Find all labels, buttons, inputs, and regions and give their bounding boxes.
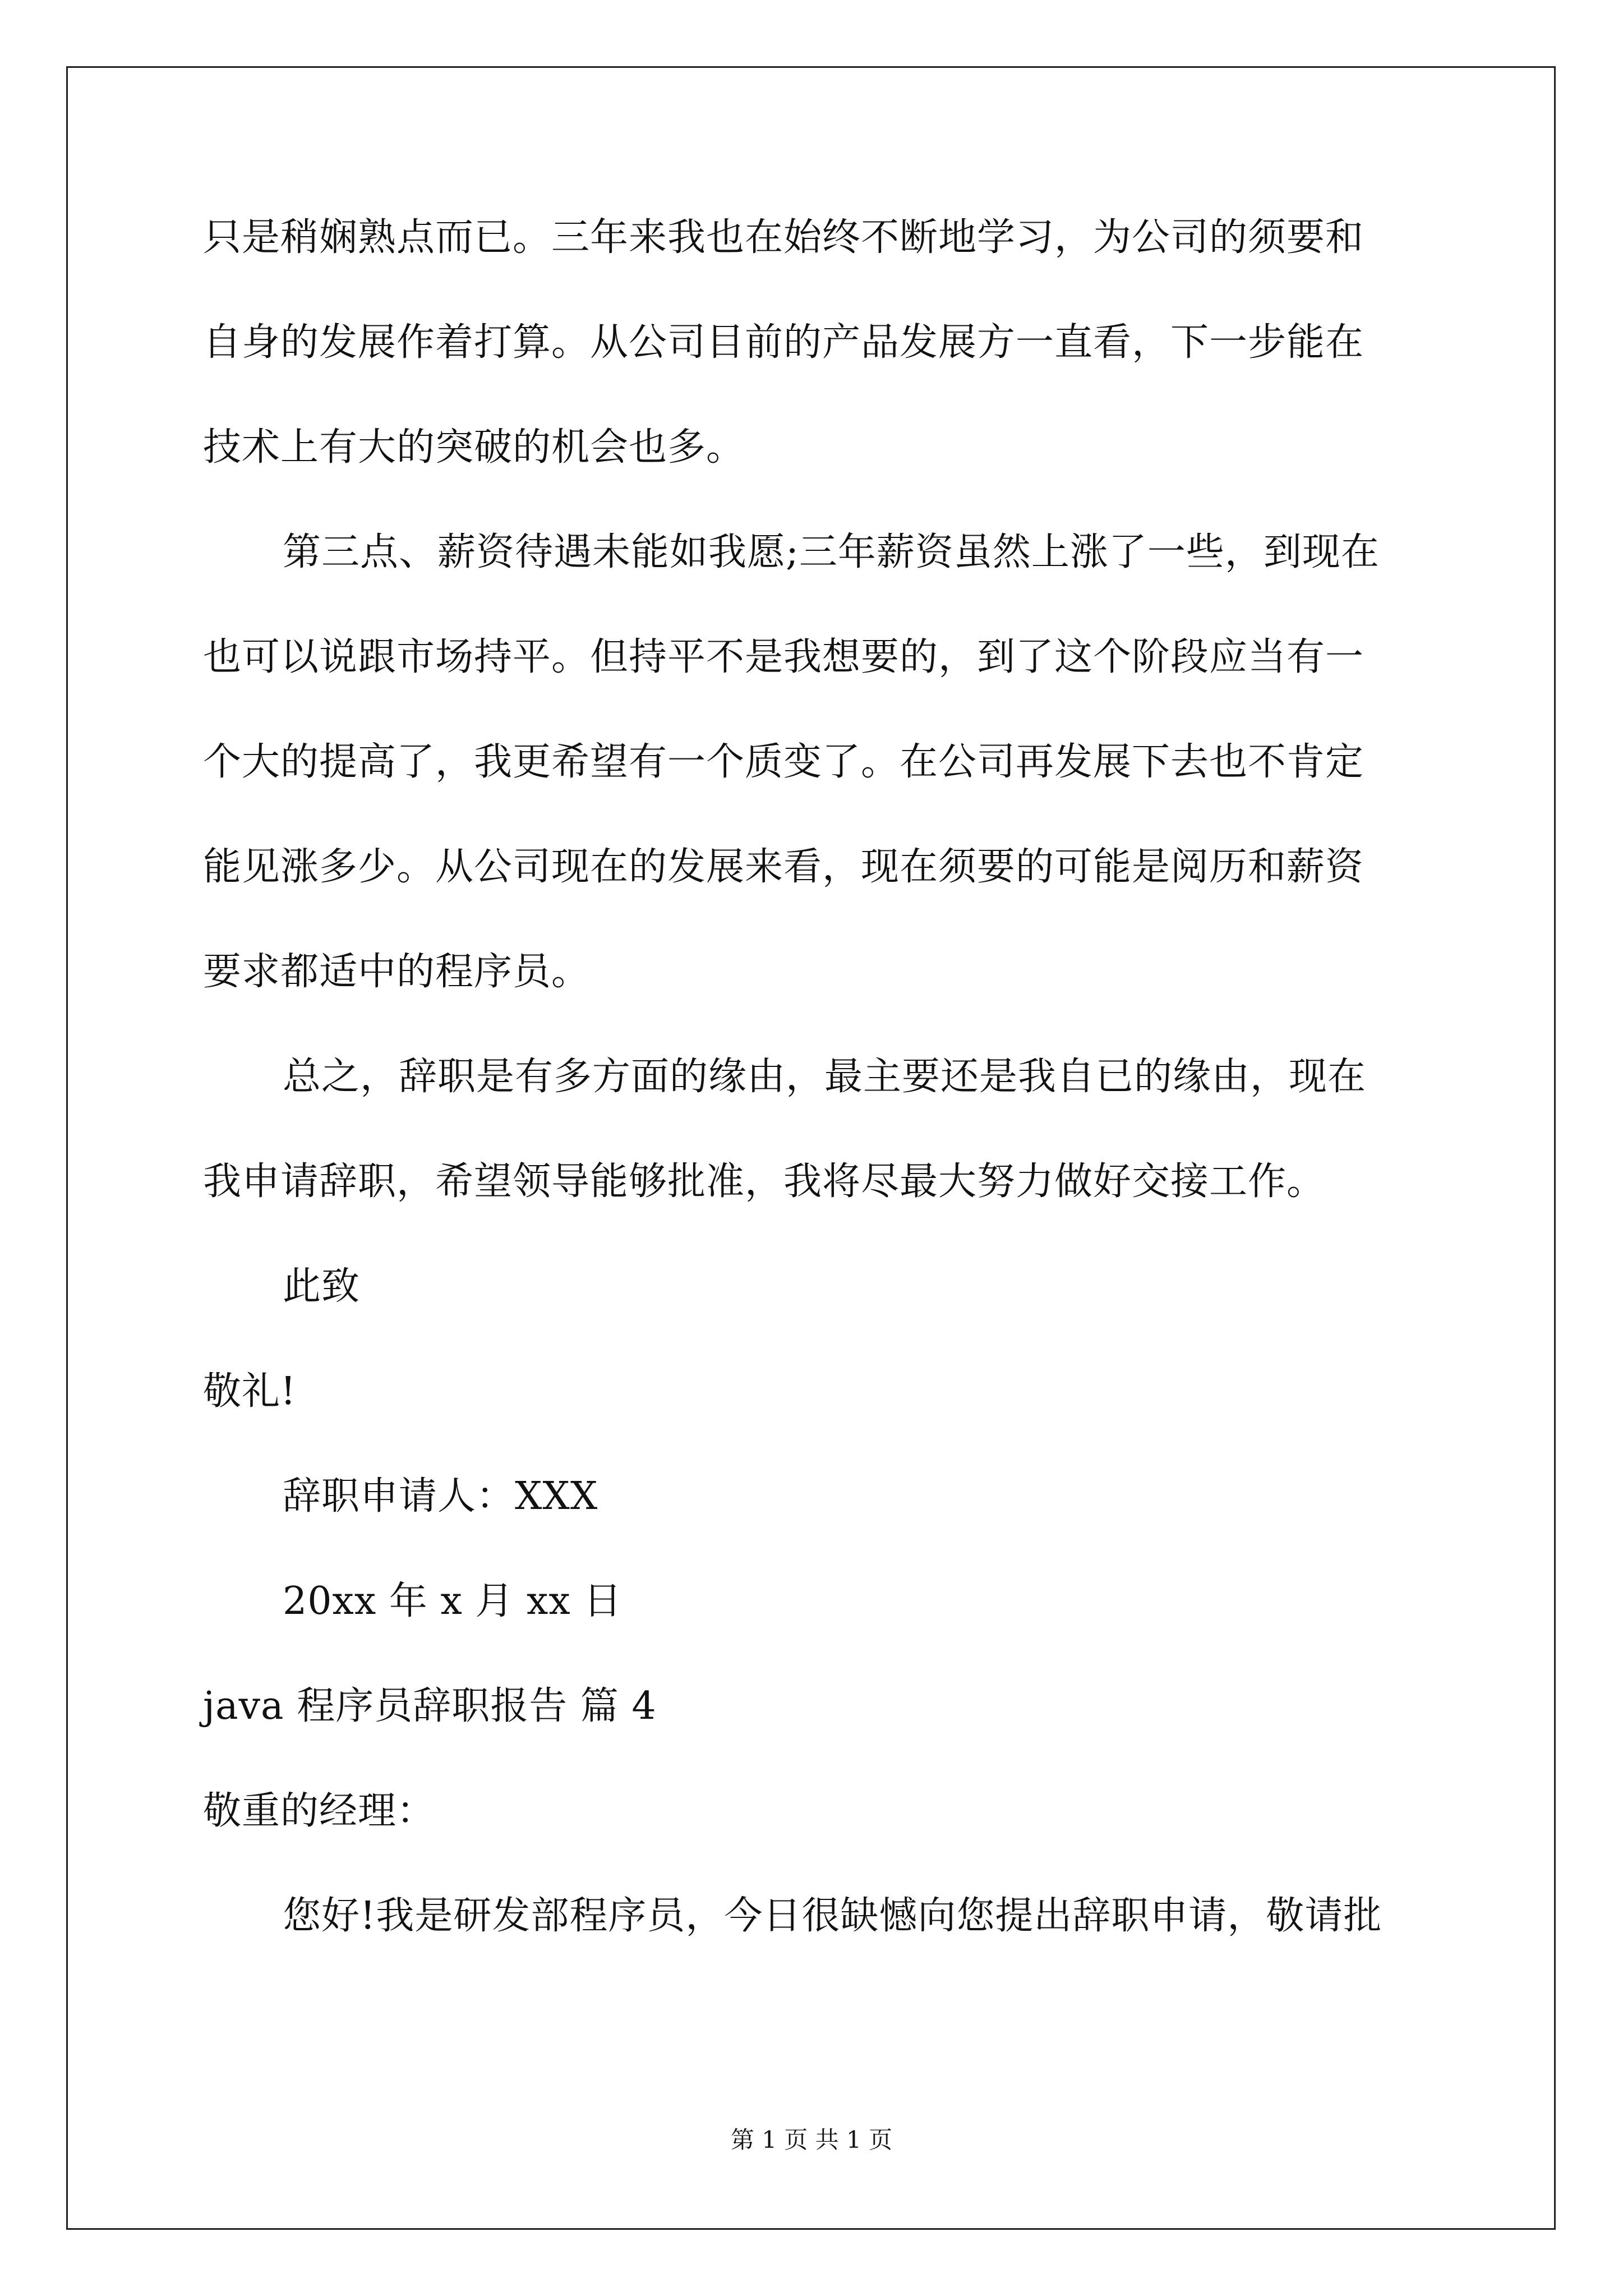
closing-regards: 敬礼!: [203, 1369, 297, 1414]
text-line: 能见涨多少。从公司现在的发展来看，现在须要的可能是阅历和薪资: [203, 845, 1364, 889]
text-line: 技术上有大的突破的机会也多。: [203, 425, 745, 470]
text-line: 自身的发展作着打算。从公司目前的产品发展方一直看，下一步能在: [203, 320, 1364, 365]
text-line: 总之，辞职是有多方面的缘由，最主要还是我自已的缘由，现在: [283, 1055, 1367, 1099]
text-line: 我申请辞职，希望领导能够批准，我将尽最大努力做好交接工作。: [203, 1159, 1326, 1204]
text-line: 也可以说跟市场持平。但持平不是我想要的，到了这个阶段应当有一: [203, 635, 1364, 679]
letter-greeting: 敬重的经理：: [203, 1789, 436, 1833]
section-heading: java 程序员辞职报告 篇 4: [203, 1684, 657, 1728]
text-line: 第三点、薪资待遇未能如我愿;三年薪资虽然上涨了一些，到现在: [283, 530, 1380, 574]
text-line: 要求都适中的程序员。: [203, 950, 591, 994]
signature-date: 20xx 年 x 月 xx 日: [283, 1579, 623, 1623]
signature-applicant: 辞职申请人：XXX: [283, 1474, 598, 1519]
page-number: 第 1 页 共 1 页: [730, 2126, 893, 2154]
text-line: 只是稍娴熟点而已。三年来我也在始终不断地学习，为公司的须要和: [203, 215, 1364, 260]
text-line: 您好!我是研发部程序员，今日很缺憾向您提出辞职申请，敬请批: [283, 1894, 1382, 1938]
closing-salutation: 此致: [283, 1264, 361, 1309]
text-line: 个大的提高了，我更希望有一个质变了。在公司再发展下去也不肯定: [203, 740, 1364, 784]
